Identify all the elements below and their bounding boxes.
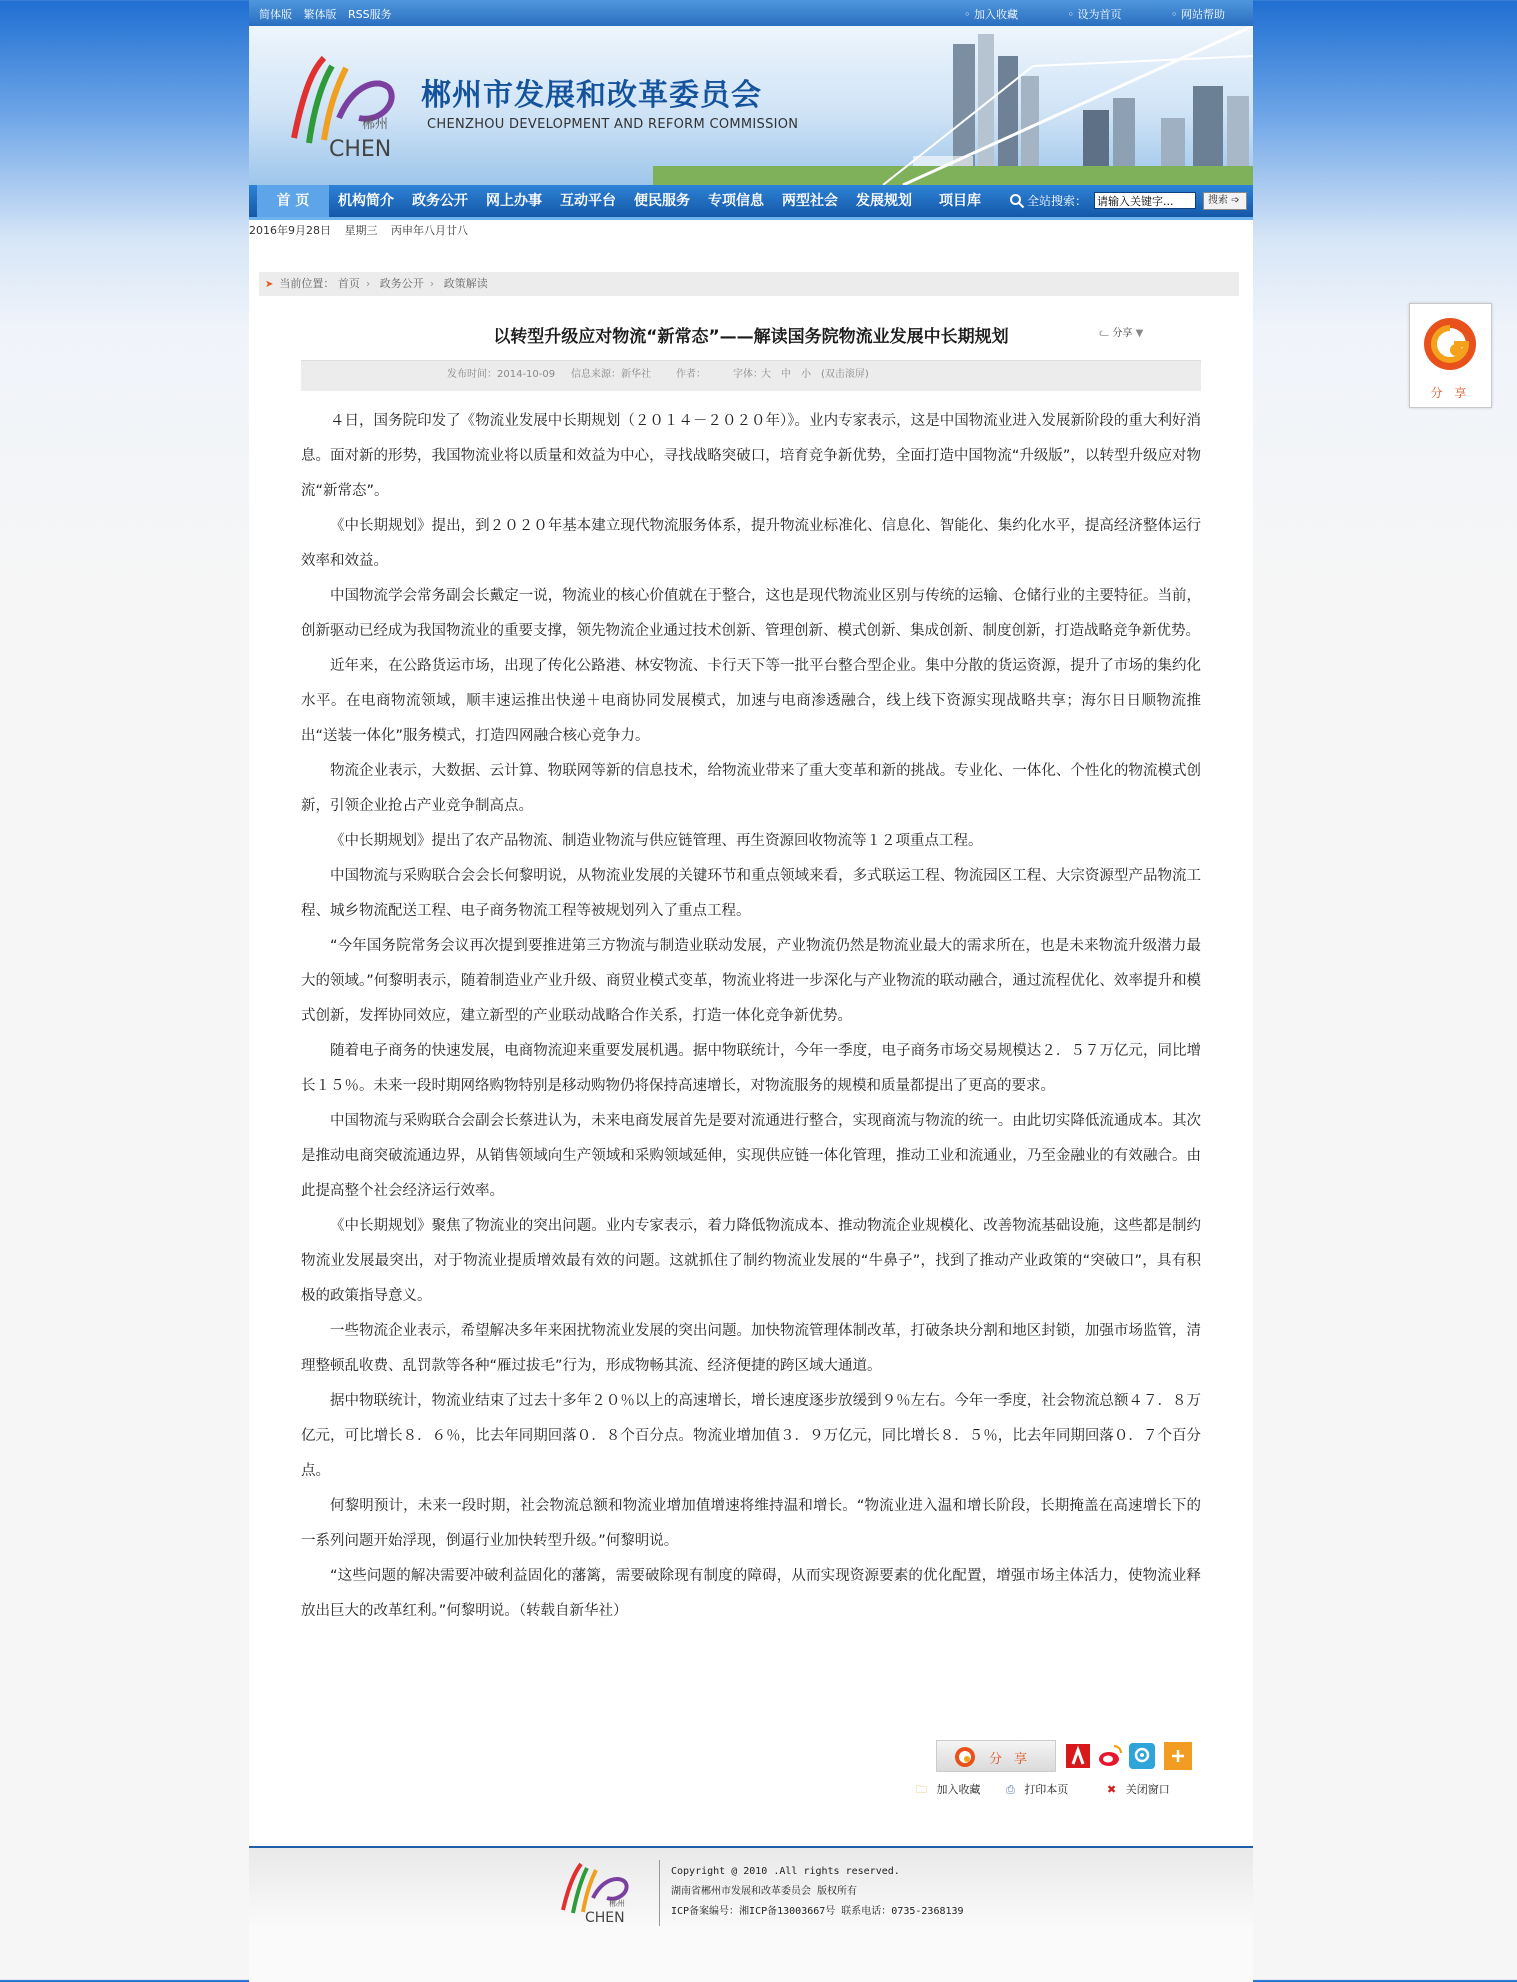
top-bar <box>249 0 1253 26</box>
font-small-button[interactable]: 小 <box>801 369 811 380</box>
font-big-button[interactable]: 大 <box>761 369 771 380</box>
search-icon <box>1009 193 1025 209</box>
site-logo-icon <box>284 48 414 168</box>
article-paragraph: 中国物流学会常务副会长戴定一说，物流业的核心价值就在于整合，这也是现代物流业区别与传统的运输、仓储行业的主要特征。当前，创新驱动已经成为我国物流业的重要支撑，领先物流企业通过技术创新、管理创新、模式创新、集成创新、制度创新，打造战略竞争新优势。 <box>301 588 1201 639</box>
header-banner <box>249 26 1253 185</box>
breadcrumb <box>259 272 1239 296</box>
breadcrumb-label: 当前位置： <box>279 277 335 290</box>
weibo-icon[interactable] <box>1096 1742 1124 1770</box>
share-logo-icon <box>1410 304 1491 384</box>
nav-public-service[interactable]: 便民服务 <box>634 193 690 209</box>
article-paragraph: 《中长期规划》提出了农产品物流、制造业物流与供应链管理、再生资源回收物流等１２项重点工程。 <box>330 833 983 849</box>
search-label: 全站搜索： <box>1027 194 1088 208</box>
footer-copyright: Copyright @ 2010 .All rights reserved. <box>671 1866 900 1877</box>
breadcrumb-policy[interactable]: 政策解读 <box>443 277 488 290</box>
share-logo-icon <box>953 1745 977 1769</box>
caret-down-icon: ▼ <box>1135 328 1144 339</box>
article-paragraph: 中国物流与采购联合会副会长蔡进认为，未来电商发展首先是要对流通进行整合，实现商流与物流的统一。由此切实降低流通成本。其次是推动电商突破流通边界，从销售领域向生产领域和采购领域延伸，实现供应链一体化管理，推动工业和流通业，乃至金融业的有效融合。由此提高整个社会经济运行效率。 <box>301 1113 1201 1199</box>
article-paragraph: “这些问题的解决需要冲破利益固化的藩篱，需要破除现有制度的障碍，从而实现资源要素的优化配置，增强市场主体活力，使物流业释放出巨大的改革红利。”何黎明说。（转载自新华社） <box>301 1568 1201 1619</box>
favorite-folder-icon: 🗀 <box>916 1783 927 1796</box>
printer-icon: ⎙ <box>1006 1783 1015 1796</box>
article-meta <box>301 360 1201 391</box>
article-paragraph: ４日，国务院印发了《物流业发展中长期规划（２０１４－２０２０年）》。业内专家表示，这是中国物流业进入发展新阶段的重大利好消息。面对新的形势，我国物流业将以质量和效益为中心，寻找战略突破口，培育竞争新优势，全面打造中国物流“升级版”，以转型升级应对物流“新常态”。 <box>301 413 1201 499</box>
share-dropdown-label: 分享 <box>1112 328 1133 339</box>
article-title: 以转型升级应对物流“新常态”——解读国务院物流业发展中长期规划 <box>493 327 1009 347</box>
breadcrumb-gov-affairs[interactable]: 政务公开 <box>379 277 424 290</box>
chevron-right-icon: › <box>365 277 371 290</box>
footer-owner: 湖南省郴州市发展和改革委员会 版权所有 <box>671 1886 858 1897</box>
share-dropdown[interactable] <box>1099 324 1143 339</box>
scroll-hint: (双击滚屏) <box>821 369 869 380</box>
nav-special-info[interactable]: 专项信息 <box>708 193 764 209</box>
nav-online-service[interactable]: 网上办事 <box>486 193 542 209</box>
footer <box>249 1846 1253 1982</box>
main-nav <box>249 185 1253 220</box>
date-gregorian: 2016年9月28日 <box>249 224 331 237</box>
author: 作者： <box>676 369 706 380</box>
footer-divider <box>659 1860 660 1926</box>
site-subtitle: CHENZHOU DEVELOPMENT AND REFORM COMMISSION <box>427 117 799 132</box>
more-icon[interactable] <box>1164 1742 1192 1770</box>
font-medium-button[interactable]: 中 <box>781 369 791 380</box>
article-paragraph: 何黎明预计，未来一段时期，社会物流总额和物流业增加值增速将维持温和增长。“物流业进入温和增长阶段，长期掩盖在高速增长下的一系列问题开始浮现，倒逼行业加快转型升级。”何黎明说。 <box>301 1498 1201 1549</box>
close-window-label: 关闭窗口 <box>1125 1783 1170 1796</box>
chevron-right-icon: › <box>429 277 435 290</box>
nav-home[interactable]: 首 页 <box>257 185 329 217</box>
add-favorite-label: 加入收藏 <box>936 1783 981 1796</box>
breadcrumb-home[interactable]: 首页 <box>337 277 360 290</box>
floating-share-label: 分 享 <box>1430 386 1471 400</box>
help-link[interactable]: ◦ 网站帮助 <box>1171 8 1225 21</box>
date-lunar: 丙申年八月廿八 <box>391 224 468 237</box>
close-icon: ✖ <box>1107 1783 1117 1796</box>
print-label: 打印本页 <box>1024 1783 1069 1796</box>
search-button[interactable] <box>1203 192 1247 210</box>
footer-logo-chinese-text: 郴州 <box>609 1899 625 1908</box>
footer-logo-brand-text: CHEN <box>585 1910 625 1926</box>
logo-brand-text: CHEN <box>329 137 392 162</box>
close-window-tool[interactable] <box>1107 1781 1170 1797</box>
floating-share-widget[interactable] <box>1409 303 1492 408</box>
search-input[interactable] <box>1094 192 1196 209</box>
date-bar <box>249 222 478 238</box>
page-container <box>249 0 1253 1980</box>
date-weekday: 星期三 <box>344 224 378 237</box>
set-homepage-link[interactable]: ◦ 设为首页 <box>1068 8 1122 21</box>
nav-about[interactable]: 机构简介 <box>338 193 394 209</box>
logo-chinese-text: 郴州 <box>362 117 389 132</box>
article-paragraph: 随着电子商务的快速发展，电商物流迎来重要发展机遇。据中物联统计，今年一季度，电子商务市场交易规模达２．５７万亿元，同比增长１５％。未来一段时期网络购物特别是移动购物仍将保持高速增长，对物流服务的规模和质量都提出了更高的要求。 <box>301 1043 1201 1094</box>
article-paragraph: “今年国务院常务会议再次提到要推进第三方物流与制造业联动发展，产业物流仍然是物流业最大的需求所在，也是未来物流升级潜力最大的领域。”何黎明表示，随着制造业产业升级、商贸业模式变革，物流业将进一步深化与产业物流的联动融合，通过流程优化、效率提升和模式创新，发挥协同效应，建立新型的产业联动战略合作关系，打造一体化竞争新优势。 <box>301 938 1201 1024</box>
article-paragraph: 《中长期规划》提出，到２０２０年基本建立现代物流服务体系，提升物流业标准化、信息化、智能化、集约化水平，提高经济整体运行效率和效益。 <box>301 518 1201 569</box>
article-paragraph: 《中长期规划》聚焦了物流业的突出问题。业内专家表示，着力降低物流成本、推动物流企业规模化、改善物流基础设施，这些都是制约物流业发展最突出，对于物流业提质增效最有效的问题。这就抓住了制约物流业发展的“牛鼻子”，找到了推动产业政策的“突破口”，具有积极的政策指导意义。 <box>301 1218 1201 1304</box>
article-paragraph: 近年来，在公路货运市场，出现了传化公路港、林安物流、卡行天下等一批平台整合型企业。集中分散的货运资源，提升了市场的集约化水平。在电商物流领域，顺丰速运推出快递＋电商协同发展模式，加速与电商渗透融合，线上线下资源实现战略共享；海尔日日顺物流推出“送装一体化”服务模式，打造四网融合核心竞争力。 <box>301 658 1201 744</box>
breadcrumb-arrow-icon: ➤ <box>265 279 274 290</box>
article-paragraph: 中国物流与采购联合会会长何黎明说，从物流业发展的关键环节和重点领域来看，多式联运工程、物流园区工程、大宗资源型产品物流工程、城乡物流配送工程、电子商务物流工程等被规划列入了重点工程。 <box>301 868 1201 919</box>
info-source: 信息来源：新华社 <box>571 369 651 380</box>
add-favorite-link[interactable]: ◦ 加入收藏 <box>964 8 1018 21</box>
footer-icp: ICP备案编号：湘ICP备13003667号 联系电话：0735-2368139 <box>671 1906 964 1917</box>
nav-project-library[interactable]: 项目库 <box>939 193 981 209</box>
font-size-label: 字体： <box>733 369 763 380</box>
article-paragraph: 一些物流企业表示，希望解决多年来困扰物流业发展的突出问题。加快物流管理体制改革，打破条块分割和地区封锁，加强市场监管，清理整顿乱收费、乱罚款等各种“雁过拔毛”行为，形成物畅其流、经济便捷的跨区域大通道。 <box>301 1323 1201 1374</box>
article-paragraph: 据中物联统计，物流业结束了过去十多年２０％以上的高速增长，增长速度逐步放缓到９％左右。今年一季度，社会物流总额４７．８万亿元，可比增长８．６％，比去年同期回落０．８个百分点。物流业增加值３．９万亿元，同比增长８．５％，比去年同期回落０．７个百分点。 <box>301 1393 1201 1479</box>
article-body <box>301 404 1201 1629</box>
publish-time: 发布时间：2014-10-09 <box>447 369 556 380</box>
arrow-right-icon: ➩ <box>1231 195 1240 206</box>
add-favorite-tool[interactable] <box>916 1781 981 1800</box>
search-button-label: 搜索 <box>1208 195 1228 206</box>
tencent-weibo-icon[interactable] <box>1128 1742 1156 1770</box>
nav-interaction[interactable]: 互动平台 <box>560 193 616 209</box>
nav-gov-affairs[interactable]: 政务公开 <box>412 193 468 209</box>
site-title: 郴州市发展和改革委员会 <box>421 78 762 113</box>
renren-icon[interactable] <box>1064 1742 1092 1770</box>
simplified-link[interactable]: 简体版 <box>259 8 292 21</box>
nav-two-type-society[interactable]: 两型社会 <box>782 193 838 209</box>
print-tool[interactable] <box>1006 1781 1068 1797</box>
nav-development-plan[interactable]: 发展规划 <box>856 193 912 209</box>
share-bar <box>936 1740 1201 1772</box>
share-main-label: 分 享 <box>989 1752 1032 1767</box>
footer-logo-icon <box>555 1858 645 1928</box>
share-main-button[interactable] <box>936 1740 1056 1772</box>
share-small-icon: ᓚ <box>1099 325 1110 339</box>
rss-link[interactable]: RSS服务 <box>348 8 392 21</box>
article-paragraph: 物流企业表示，大数据、云计算、物联网等新的信息技术，给物流业带来了重大变革和新的挑战。专业化、一体化、个性化的物流模式创新，引领企业抢占产业竞争制高点。 <box>301 763 1201 814</box>
traditional-link[interactable]: 繁体版 <box>303 8 337 21</box>
